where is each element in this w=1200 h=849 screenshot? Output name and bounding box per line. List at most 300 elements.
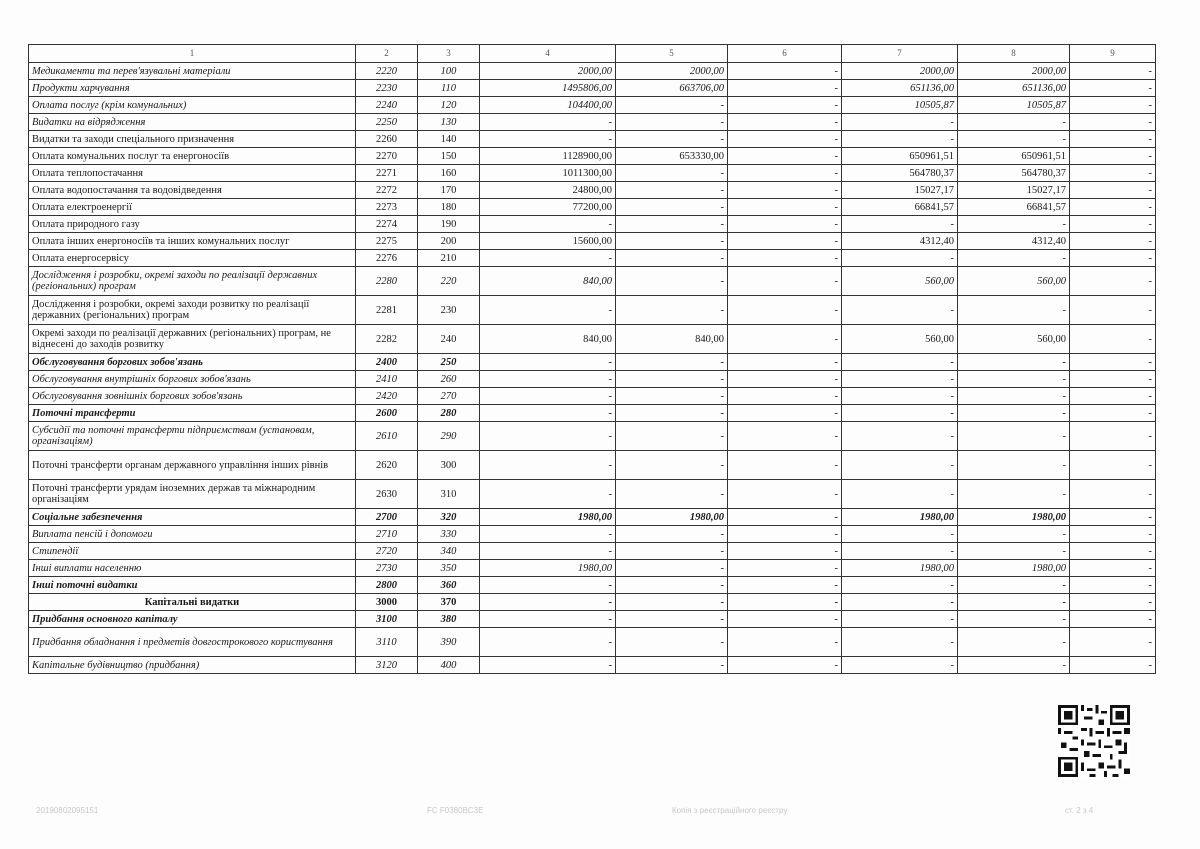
value-col4: - bbox=[480, 451, 616, 480]
value-col5: - bbox=[616, 405, 728, 422]
kekv-code: 2410 bbox=[356, 371, 418, 388]
value-col9: - bbox=[1070, 628, 1156, 657]
table-row bbox=[29, 451, 1156, 480]
row-name: Оплата теплопостачання bbox=[29, 165, 356, 182]
value-col4: - bbox=[480, 250, 616, 267]
line-code: 350 bbox=[418, 560, 480, 577]
value-col4: - bbox=[480, 296, 616, 325]
value-col6: - bbox=[728, 577, 842, 594]
value-col6: - bbox=[728, 422, 842, 451]
value-col9: - bbox=[1070, 325, 1156, 354]
value-col5: 653330,00 bbox=[616, 148, 728, 165]
value-col5: - bbox=[616, 577, 728, 594]
value-col7: - bbox=[842, 451, 958, 480]
kekv-code: 2400 bbox=[356, 354, 418, 371]
value-col9: - bbox=[1070, 97, 1156, 114]
table-row bbox=[29, 543, 1156, 560]
table-row bbox=[29, 97, 1156, 114]
value-col8: - bbox=[958, 422, 1070, 451]
table-row bbox=[29, 509, 1156, 526]
value-col6: - bbox=[728, 611, 842, 628]
column-header: 3 bbox=[418, 45, 480, 63]
value-col7: 650961,51 bbox=[842, 148, 958, 165]
row-name: Стипендії bbox=[29, 543, 356, 560]
value-col9: - bbox=[1070, 480, 1156, 509]
kekv-code: 2720 bbox=[356, 543, 418, 560]
kekv-code: 2800 bbox=[356, 577, 418, 594]
value-col9: - bbox=[1070, 296, 1156, 325]
value-col6: - bbox=[728, 657, 842, 674]
row-name: Капітальне будівництво (придбання) bbox=[29, 657, 356, 674]
value-col4: - bbox=[480, 526, 616, 543]
value-col9: - bbox=[1070, 543, 1156, 560]
value-col6: - bbox=[728, 131, 842, 148]
value-col7: - bbox=[842, 131, 958, 148]
table-row bbox=[29, 628, 1156, 657]
column-header: 9 bbox=[1070, 45, 1156, 63]
value-col5: - bbox=[616, 296, 728, 325]
value-col7: 15027,17 bbox=[842, 182, 958, 199]
row-name: Оплата комунальних послуг та енергоносіїв bbox=[29, 148, 356, 165]
value-col8: - bbox=[958, 250, 1070, 267]
column-header: 8 bbox=[958, 45, 1070, 63]
qr-code-icon bbox=[1058, 705, 1130, 777]
value-col8: 2000,00 bbox=[958, 63, 1070, 80]
kekv-code: 3110 bbox=[356, 628, 418, 657]
row-name: Соціальне забезпечення bbox=[29, 509, 356, 526]
value-col8: - bbox=[958, 371, 1070, 388]
value-col8: - bbox=[958, 526, 1070, 543]
value-col5: - bbox=[616, 216, 728, 233]
line-code: 170 bbox=[418, 182, 480, 199]
value-col6: - bbox=[728, 199, 842, 216]
row-name: Капітальні видатки bbox=[29, 594, 356, 611]
value-col9: - bbox=[1070, 199, 1156, 216]
row-name: Поточні трансферти урядам іноземних держав та міжнародним організаціям bbox=[29, 480, 356, 509]
value-col6: - bbox=[728, 296, 842, 325]
footer-code: FC F0380BC3E bbox=[427, 806, 484, 815]
value-col7: 560,00 bbox=[842, 267, 958, 296]
value-col6: - bbox=[728, 80, 842, 97]
value-col9: - bbox=[1070, 233, 1156, 250]
table-row bbox=[29, 325, 1156, 354]
value-col9: - bbox=[1070, 509, 1156, 526]
row-name: Видатки на відрядження bbox=[29, 114, 356, 131]
value-col7: - bbox=[842, 405, 958, 422]
value-col4: 840,00 bbox=[480, 325, 616, 354]
value-col4: - bbox=[480, 657, 616, 674]
value-col5: - bbox=[616, 451, 728, 480]
kekv-code: 2730 bbox=[356, 560, 418, 577]
line-code: 380 bbox=[418, 611, 480, 628]
value-col7: - bbox=[842, 388, 958, 405]
kekv-code: 2700 bbox=[356, 509, 418, 526]
value-col6: - bbox=[728, 480, 842, 509]
line-code: 260 bbox=[418, 371, 480, 388]
table-row bbox=[29, 657, 1156, 674]
value-col9: - bbox=[1070, 131, 1156, 148]
row-name: Виплата пенсій і допомоги bbox=[29, 526, 356, 543]
value-col9: - bbox=[1070, 80, 1156, 97]
value-col7: 560,00 bbox=[842, 325, 958, 354]
value-col6: - bbox=[728, 371, 842, 388]
table-row bbox=[29, 577, 1156, 594]
kekv-code: 2250 bbox=[356, 114, 418, 131]
value-col6: - bbox=[728, 388, 842, 405]
value-col4: 1495806,00 bbox=[480, 80, 616, 97]
value-col9: - bbox=[1070, 165, 1156, 182]
table-row bbox=[29, 422, 1156, 451]
value-col7: - bbox=[842, 628, 958, 657]
value-col8: - bbox=[958, 543, 1070, 560]
line-code: 370 bbox=[418, 594, 480, 611]
value-col4: - bbox=[480, 543, 616, 560]
row-name: Окремі заходи по реалізації державних (регіональних) програм, не віднесені до заходів розвитку bbox=[29, 325, 356, 354]
line-code: 390 bbox=[418, 628, 480, 657]
value-col8: - bbox=[958, 657, 1070, 674]
value-col7: 10505,87 bbox=[842, 97, 958, 114]
line-code: 400 bbox=[418, 657, 480, 674]
kekv-code: 2610 bbox=[356, 422, 418, 451]
footer-registration-number: 20190802095151 bbox=[36, 806, 99, 815]
value-col5: 1980,00 bbox=[616, 509, 728, 526]
kekv-code: 2282 bbox=[356, 325, 418, 354]
value-col5: - bbox=[616, 114, 728, 131]
table-row bbox=[29, 250, 1156, 267]
value-col7: - bbox=[842, 354, 958, 371]
line-code: 280 bbox=[418, 405, 480, 422]
kekv-code: 2240 bbox=[356, 97, 418, 114]
value-col6: - bbox=[728, 233, 842, 250]
column-header: 7 bbox=[842, 45, 958, 63]
value-col6: - bbox=[728, 267, 842, 296]
value-col7: - bbox=[842, 577, 958, 594]
value-col4: 1980,00 bbox=[480, 560, 616, 577]
table-row bbox=[29, 199, 1156, 216]
kekv-code: 2274 bbox=[356, 216, 418, 233]
row-name: Придбання обладнання і предметів довгострокового користування bbox=[29, 628, 356, 657]
row-name: Обслуговування внутрішніх боргових зобов'язань bbox=[29, 371, 356, 388]
line-code: 220 bbox=[418, 267, 480, 296]
table-row bbox=[29, 560, 1156, 577]
value-col7: 651136,00 bbox=[842, 80, 958, 97]
value-col6: - bbox=[728, 97, 842, 114]
value-col4: - bbox=[480, 388, 616, 405]
kekv-code: 2220 bbox=[356, 63, 418, 80]
value-col6: - bbox=[728, 63, 842, 80]
value-col6: - bbox=[728, 526, 842, 543]
value-col9: - bbox=[1070, 594, 1156, 611]
row-name: Оплата інших енергоносіїв та інших комунальних послуг bbox=[29, 233, 356, 250]
value-col9: - bbox=[1070, 114, 1156, 131]
value-col8: - bbox=[958, 114, 1070, 131]
kekv-code: 2276 bbox=[356, 250, 418, 267]
value-col4: 15600,00 bbox=[480, 233, 616, 250]
table-row bbox=[29, 594, 1156, 611]
value-col5: - bbox=[616, 182, 728, 199]
value-col6: - bbox=[728, 451, 842, 480]
value-col8: - bbox=[958, 216, 1070, 233]
line-code: 270 bbox=[418, 388, 480, 405]
value-col8: - bbox=[958, 594, 1070, 611]
value-col8: 564780,37 bbox=[958, 165, 1070, 182]
table-row bbox=[29, 354, 1156, 371]
line-code: 190 bbox=[418, 216, 480, 233]
value-col6: - bbox=[728, 509, 842, 526]
value-col4: - bbox=[480, 628, 616, 657]
value-col4: - bbox=[480, 131, 616, 148]
value-col9: - bbox=[1070, 216, 1156, 233]
value-col7: - bbox=[842, 296, 958, 325]
value-col9: - bbox=[1070, 182, 1156, 199]
line-code: 330 bbox=[418, 526, 480, 543]
kekv-code: 2271 bbox=[356, 165, 418, 182]
value-col9: - bbox=[1070, 657, 1156, 674]
value-col7: - bbox=[842, 526, 958, 543]
row-name: Обслуговування боргових зобов'язань bbox=[29, 354, 356, 371]
table-row bbox=[29, 63, 1156, 80]
table-row bbox=[29, 371, 1156, 388]
value-col4: 2000,00 bbox=[480, 63, 616, 80]
kekv-code: 2272 bbox=[356, 182, 418, 199]
value-col9: - bbox=[1070, 354, 1156, 371]
table-row bbox=[29, 80, 1156, 97]
kekv-code: 2230 bbox=[356, 80, 418, 97]
table-row bbox=[29, 233, 1156, 250]
row-name: Субсидії та поточні трансферти підприємствам (установам, організаціям) bbox=[29, 422, 356, 451]
value-col5: - bbox=[616, 371, 728, 388]
value-col7: - bbox=[842, 543, 958, 560]
line-code: 120 bbox=[418, 97, 480, 114]
value-col5: - bbox=[616, 543, 728, 560]
value-col4: 840,00 bbox=[480, 267, 616, 296]
line-code: 310 bbox=[418, 480, 480, 509]
value-col7: 564780,37 bbox=[842, 165, 958, 182]
value-col4: 1980,00 bbox=[480, 509, 616, 526]
value-col6: - bbox=[728, 560, 842, 577]
line-code: 210 bbox=[418, 250, 480, 267]
budget-table bbox=[28, 44, 1156, 674]
value-col7: 1980,00 bbox=[842, 509, 958, 526]
line-code: 340 bbox=[418, 543, 480, 560]
value-col7: - bbox=[842, 611, 958, 628]
value-col4: 104400,00 bbox=[480, 97, 616, 114]
value-col4: - bbox=[480, 577, 616, 594]
value-col6: - bbox=[728, 148, 842, 165]
kekv-code: 2275 bbox=[356, 233, 418, 250]
value-col9: - bbox=[1070, 371, 1156, 388]
value-col8: - bbox=[958, 131, 1070, 148]
value-col4: - bbox=[480, 480, 616, 509]
table-row bbox=[29, 388, 1156, 405]
table-row bbox=[29, 296, 1156, 325]
value-col7: - bbox=[842, 480, 958, 509]
value-col9: - bbox=[1070, 267, 1156, 296]
line-code: 160 bbox=[418, 165, 480, 182]
line-code: 150 bbox=[418, 148, 480, 165]
row-name: Медикаменти та перев'язувальні матеріали bbox=[29, 63, 356, 80]
value-col9: - bbox=[1070, 611, 1156, 628]
value-col8: - bbox=[958, 354, 1070, 371]
value-col8: 651136,00 bbox=[958, 80, 1070, 97]
value-col4: - bbox=[480, 422, 616, 451]
value-col8: - bbox=[958, 296, 1070, 325]
value-col9: - bbox=[1070, 148, 1156, 165]
value-col9: - bbox=[1070, 422, 1156, 451]
row-name: Видатки та заходи спеціального призначення bbox=[29, 131, 356, 148]
column-header: 4 bbox=[480, 45, 616, 63]
value-col6: - bbox=[728, 250, 842, 267]
value-col8: 650961,51 bbox=[958, 148, 1070, 165]
value-col9: - bbox=[1070, 250, 1156, 267]
value-col4: 24800,00 bbox=[480, 182, 616, 199]
value-col7: - bbox=[842, 594, 958, 611]
value-col4: 1128900,00 bbox=[480, 148, 616, 165]
kekv-code: 2270 bbox=[356, 148, 418, 165]
kekv-code: 2281 bbox=[356, 296, 418, 325]
column-header: 6 bbox=[728, 45, 842, 63]
value-col8: 560,00 bbox=[958, 267, 1070, 296]
kekv-code: 2280 bbox=[356, 267, 418, 296]
value-col5: - bbox=[616, 233, 728, 250]
value-col5: 2000,00 bbox=[616, 63, 728, 80]
value-col5: - bbox=[616, 250, 728, 267]
table-row bbox=[29, 165, 1156, 182]
kekv-code: 2273 bbox=[356, 199, 418, 216]
value-col5: - bbox=[616, 388, 728, 405]
row-name: Обслуговування зовнішніх боргових зобов'язань bbox=[29, 388, 356, 405]
value-col8: - bbox=[958, 451, 1070, 480]
value-col7: 66841,57 bbox=[842, 199, 958, 216]
kekv-code: 2630 bbox=[356, 480, 418, 509]
row-name: Оплата електроенергії bbox=[29, 199, 356, 216]
value-col9: - bbox=[1070, 560, 1156, 577]
value-col6: - bbox=[728, 216, 842, 233]
value-col5: - bbox=[616, 628, 728, 657]
row-name: Інші виплати населенню bbox=[29, 560, 356, 577]
value-col7: - bbox=[842, 250, 958, 267]
value-col6: - bbox=[728, 165, 842, 182]
table-row bbox=[29, 405, 1156, 422]
line-code: 140 bbox=[418, 131, 480, 148]
value-col4: - bbox=[480, 611, 616, 628]
value-col8: - bbox=[958, 611, 1070, 628]
line-code: 100 bbox=[418, 63, 480, 80]
row-name: Інші поточні видатки bbox=[29, 577, 356, 594]
value-col7: - bbox=[842, 657, 958, 674]
value-col6: - bbox=[728, 114, 842, 131]
line-code: 230 bbox=[418, 296, 480, 325]
value-col7: - bbox=[842, 371, 958, 388]
value-col5: - bbox=[616, 267, 728, 296]
table-row bbox=[29, 131, 1156, 148]
row-name: Оплата послуг (крім комунальних) bbox=[29, 97, 356, 114]
row-name: Оплата водопостачання та водовідведення bbox=[29, 182, 356, 199]
value-col4: - bbox=[480, 371, 616, 388]
value-col8: - bbox=[958, 388, 1070, 405]
row-name: Дослідження і розробки, окремі заходи по реалізації державних (регіональних) програм bbox=[29, 267, 356, 296]
row-name: Поточні трансферти bbox=[29, 405, 356, 422]
value-col8: 4312,40 bbox=[958, 233, 1070, 250]
footer-copy-note: Копія з реєстраційного реєстру bbox=[672, 806, 788, 815]
kekv-code: 2600 bbox=[356, 405, 418, 422]
column-header: 1 bbox=[29, 45, 356, 63]
kekv-code: 2260 bbox=[356, 131, 418, 148]
value-col7: - bbox=[842, 422, 958, 451]
row-name: Поточні трансферти органам державного управління інших рівнів bbox=[29, 451, 356, 480]
value-col4: - bbox=[480, 114, 616, 131]
line-code: 360 bbox=[418, 577, 480, 594]
value-col9: - bbox=[1070, 63, 1156, 80]
value-col8: 15027,17 bbox=[958, 182, 1070, 199]
value-col5: 663706,00 bbox=[616, 80, 728, 97]
value-col8: - bbox=[958, 405, 1070, 422]
value-col9: - bbox=[1070, 388, 1156, 405]
line-code: 110 bbox=[418, 80, 480, 97]
kekv-code: 2420 bbox=[356, 388, 418, 405]
line-code: 300 bbox=[418, 451, 480, 480]
value-col8: 1980,00 bbox=[958, 560, 1070, 577]
value-col7: 2000,00 bbox=[842, 63, 958, 80]
value-col8: 1980,00 bbox=[958, 509, 1070, 526]
value-col5: - bbox=[616, 97, 728, 114]
value-col9: - bbox=[1070, 451, 1156, 480]
table-row bbox=[29, 267, 1156, 296]
value-col9: - bbox=[1070, 526, 1156, 543]
value-col4: - bbox=[480, 216, 616, 233]
value-col5: - bbox=[616, 657, 728, 674]
table-row bbox=[29, 526, 1156, 543]
value-col5: - bbox=[616, 199, 728, 216]
line-code: 200 bbox=[418, 233, 480, 250]
kekv-code: 2620 bbox=[356, 451, 418, 480]
line-code: 320 bbox=[418, 509, 480, 526]
value-col7: - bbox=[842, 114, 958, 131]
table-row bbox=[29, 148, 1156, 165]
table-row bbox=[29, 611, 1156, 628]
value-col6: - bbox=[728, 354, 842, 371]
value-col6: - bbox=[728, 543, 842, 560]
value-col6: - bbox=[728, 182, 842, 199]
table-row bbox=[29, 114, 1156, 131]
value-col5: 840,00 bbox=[616, 325, 728, 354]
table-row bbox=[29, 182, 1156, 199]
row-name: Дослідження і розробки, окремі заходи розвитку по реалізації державних (регіональних) програм bbox=[29, 296, 356, 325]
kekv-code: 2710 bbox=[356, 526, 418, 543]
value-col9: - bbox=[1070, 577, 1156, 594]
value-col5: - bbox=[616, 165, 728, 182]
table-row bbox=[29, 216, 1156, 233]
value-col5: - bbox=[616, 422, 728, 451]
value-col4: 1011300,00 bbox=[480, 165, 616, 182]
value-col6: - bbox=[728, 628, 842, 657]
column-header: 5 bbox=[616, 45, 728, 63]
column-number-row bbox=[29, 45, 1156, 63]
line-code: 240 bbox=[418, 325, 480, 354]
value-col4: 77200,00 bbox=[480, 199, 616, 216]
value-col6: - bbox=[728, 594, 842, 611]
value-col8: 10505,87 bbox=[958, 97, 1070, 114]
value-col4: - bbox=[480, 354, 616, 371]
kekv-code: 3120 bbox=[356, 657, 418, 674]
value-col7: 1980,00 bbox=[842, 560, 958, 577]
value-col6: - bbox=[728, 325, 842, 354]
column-header: 2 bbox=[356, 45, 418, 63]
row-name: Оплата природного газу bbox=[29, 216, 356, 233]
value-col8: 66841,57 bbox=[958, 199, 1070, 216]
value-col8: - bbox=[958, 480, 1070, 509]
value-col8: - bbox=[958, 577, 1070, 594]
